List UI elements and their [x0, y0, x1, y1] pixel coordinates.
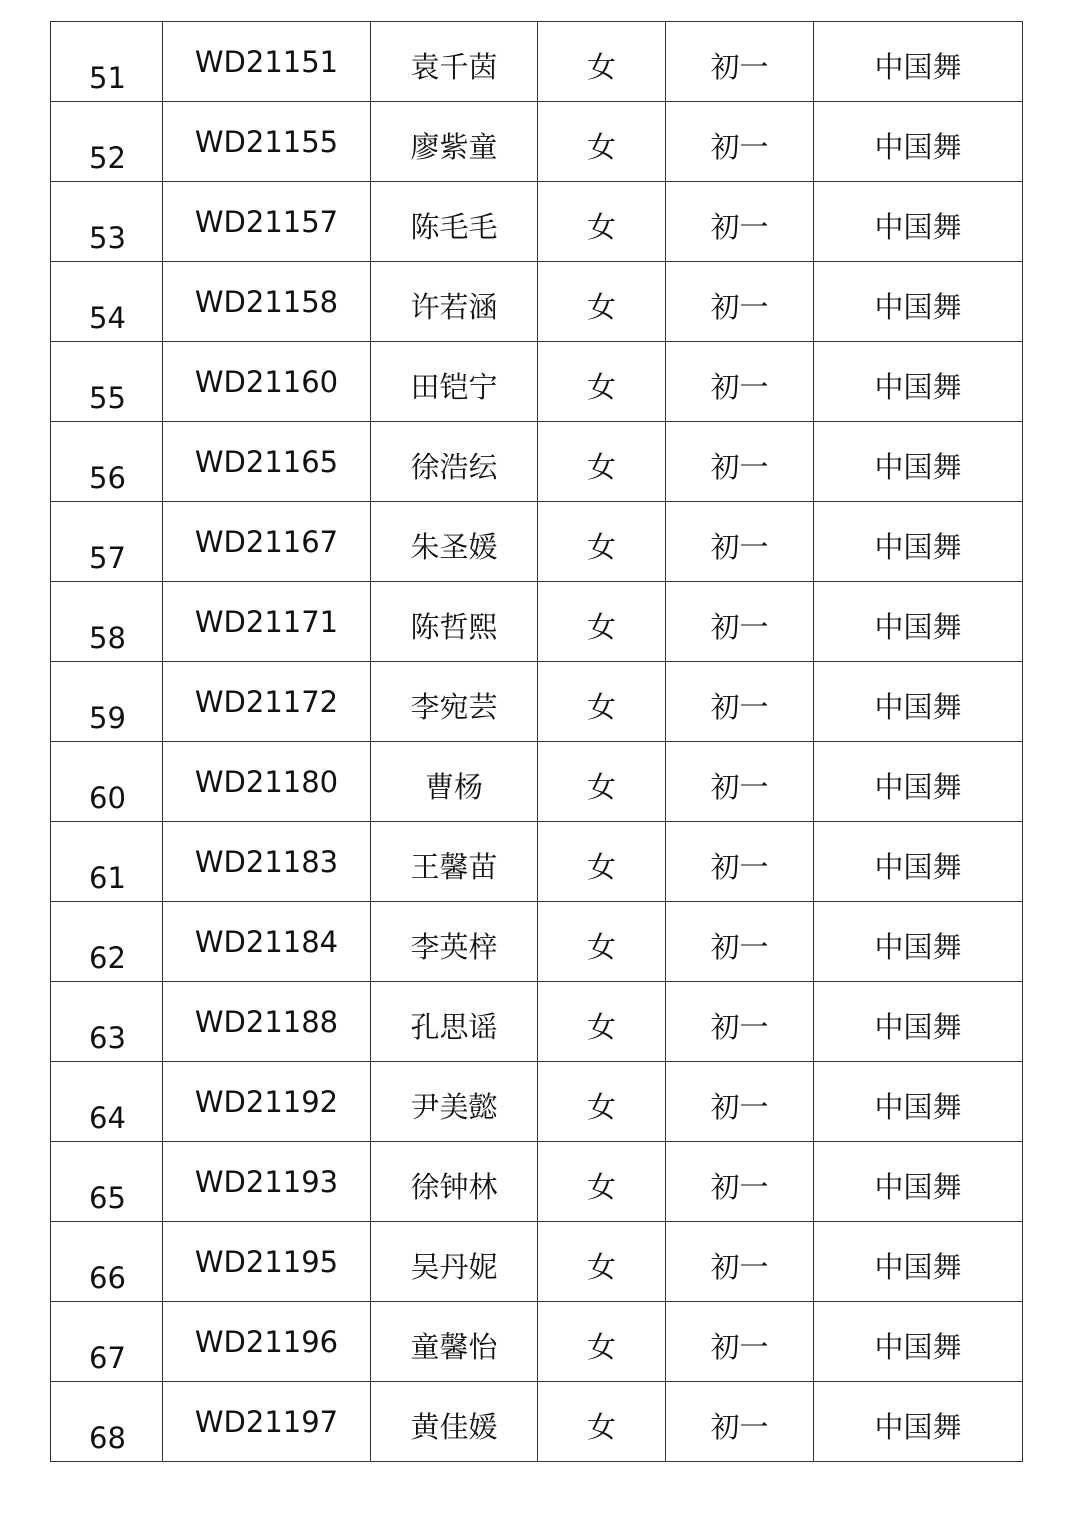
cell-number: 64 — [51, 1062, 163, 1142]
cell-grade: 初一 — [666, 22, 814, 102]
cell-student-name: 尹美懿 — [371, 1062, 538, 1142]
cell-gender: 女 — [538, 1142, 666, 1222]
cell-major: 中国舞 — [814, 262, 1023, 342]
cell-number: 68 — [51, 1382, 163, 1462]
cell-student-name: 吴丹妮 — [371, 1222, 538, 1302]
table-row — [51, 422, 1023, 502]
cell-number: 66 — [51, 1222, 163, 1302]
cell-student-name: 李宛芸 — [371, 662, 538, 742]
cell-student-id: WD21188 — [163, 982, 371, 1062]
cell-gender: 女 — [538, 1302, 666, 1382]
table-row — [51, 182, 1023, 262]
cell-student-name: 李英梓 — [371, 902, 538, 982]
cell-gender: 女 — [538, 662, 666, 742]
cell-grade: 初一 — [666, 982, 814, 1062]
table-row — [51, 1142, 1023, 1222]
table-row — [51, 1062, 1023, 1142]
cell-number: 63 — [51, 982, 163, 1062]
table-row — [51, 22, 1023, 102]
cell-grade: 初一 — [666, 582, 814, 662]
cell-grade: 初一 — [666, 1142, 814, 1222]
cell-major: 中国舞 — [814, 1142, 1023, 1222]
cell-student-name: 黄佳媛 — [371, 1382, 538, 1462]
table-row — [51, 822, 1023, 902]
cell-major: 中国舞 — [814, 902, 1023, 982]
cell-student-id: WD21183 — [163, 822, 371, 902]
cell-gender: 女 — [538, 822, 666, 902]
cell-number: 59 — [51, 662, 163, 742]
cell-grade: 初一 — [666, 742, 814, 822]
cell-student-id: WD21151 — [163, 22, 371, 102]
student-roster-table — [50, 21, 1023, 1462]
cell-student-id: WD21155 — [163, 102, 371, 182]
cell-student-name: 陈毛毛 — [371, 182, 538, 262]
cell-student-id: WD21197 — [163, 1382, 371, 1462]
cell-grade: 初一 — [666, 182, 814, 262]
cell-gender: 女 — [538, 262, 666, 342]
cell-gender: 女 — [538, 22, 666, 102]
cell-student-id: WD21165 — [163, 422, 371, 502]
cell-gender: 女 — [538, 182, 666, 262]
cell-major: 中国舞 — [814, 1302, 1023, 1382]
cell-student-id: WD21184 — [163, 902, 371, 982]
cell-gender: 女 — [538, 342, 666, 422]
cell-gender: 女 — [538, 102, 666, 182]
cell-grade: 初一 — [666, 342, 814, 422]
cell-grade: 初一 — [666, 262, 814, 342]
roster-body — [51, 22, 1023, 1462]
cell-gender: 女 — [538, 742, 666, 822]
cell-gender: 女 — [538, 1222, 666, 1302]
table-row — [51, 582, 1023, 662]
cell-grade: 初一 — [666, 1382, 814, 1462]
cell-gender: 女 — [538, 902, 666, 982]
table-row — [51, 1382, 1023, 1462]
cell-student-id: WD21192 — [163, 1062, 371, 1142]
table-row — [51, 262, 1023, 342]
cell-major: 中国舞 — [814, 822, 1023, 902]
table-row — [51, 982, 1023, 1062]
cell-major: 中国舞 — [814, 662, 1023, 742]
cell-student-id: WD21180 — [163, 742, 371, 822]
cell-number: 58 — [51, 582, 163, 662]
cell-major: 中国舞 — [814, 582, 1023, 662]
cell-student-name: 许若涵 — [371, 262, 538, 342]
cell-grade: 初一 — [666, 822, 814, 902]
cell-major: 中国舞 — [814, 742, 1023, 822]
cell-student-name: 童馨怡 — [371, 1302, 538, 1382]
cell-student-name: 徐浩纭 — [371, 422, 538, 502]
cell-major: 中国舞 — [814, 502, 1023, 582]
cell-grade: 初一 — [666, 1302, 814, 1382]
cell-number: 52 — [51, 102, 163, 182]
cell-student-name: 徐钟林 — [371, 1142, 538, 1222]
cell-gender: 女 — [538, 982, 666, 1062]
cell-grade: 初一 — [666, 902, 814, 982]
cell-number: 62 — [51, 902, 163, 982]
table-row — [51, 342, 1023, 422]
cell-student-name: 曹杨 — [371, 742, 538, 822]
cell-number: 56 — [51, 422, 163, 502]
cell-grade: 初一 — [666, 422, 814, 502]
cell-major: 中国舞 — [814, 22, 1023, 102]
cell-number: 67 — [51, 1302, 163, 1382]
table-row — [51, 502, 1023, 582]
cell-major: 中国舞 — [814, 1062, 1023, 1142]
cell-student-id: WD21195 — [163, 1222, 371, 1302]
cell-number: 61 — [51, 822, 163, 902]
cell-grade: 初一 — [666, 502, 814, 582]
cell-student-name: 袁千茵 — [371, 22, 538, 102]
table-row — [51, 742, 1023, 822]
cell-major: 中国舞 — [814, 102, 1023, 182]
cell-student-name: 王馨苗 — [371, 822, 538, 902]
cell-grade: 初一 — [666, 1062, 814, 1142]
cell-student-name: 田铠宁 — [371, 342, 538, 422]
cell-major: 中国舞 — [814, 182, 1023, 262]
cell-student-id: WD21196 — [163, 1302, 371, 1382]
cell-gender: 女 — [538, 1062, 666, 1142]
table-row — [51, 662, 1023, 742]
cell-major: 中国舞 — [814, 342, 1023, 422]
cell-student-id: WD21160 — [163, 342, 371, 422]
cell-student-id: WD21171 — [163, 582, 371, 662]
cell-number: 60 — [51, 742, 163, 822]
cell-student-id: WD21193 — [163, 1142, 371, 1222]
cell-number: 57 — [51, 502, 163, 582]
cell-major: 中国舞 — [814, 422, 1023, 502]
cell-student-name: 朱圣媛 — [371, 502, 538, 582]
cell-student-id: WD21167 — [163, 502, 371, 582]
table-row — [51, 102, 1023, 182]
cell-gender: 女 — [538, 582, 666, 662]
cell-student-id: WD21172 — [163, 662, 371, 742]
cell-grade: 初一 — [666, 1222, 814, 1302]
cell-gender: 女 — [538, 422, 666, 502]
cell-major: 中国舞 — [814, 1222, 1023, 1302]
table-row — [51, 902, 1023, 982]
cell-number: 53 — [51, 182, 163, 262]
cell-student-id: WD21158 — [163, 262, 371, 342]
cell-number: 65 — [51, 1142, 163, 1222]
cell-major: 中国舞 — [814, 1382, 1023, 1462]
cell-student-id: WD21157 — [163, 182, 371, 262]
cell-grade: 初一 — [666, 662, 814, 742]
cell-student-name: 陈哲熙 — [371, 582, 538, 662]
cell-major: 中国舞 — [814, 982, 1023, 1062]
cell-gender: 女 — [538, 502, 666, 582]
cell-student-name: 孔思谣 — [371, 982, 538, 1062]
table-row — [51, 1222, 1023, 1302]
cell-grade: 初一 — [666, 102, 814, 182]
cell-gender: 女 — [538, 1382, 666, 1462]
cell-number: 54 — [51, 262, 163, 342]
table-row — [51, 1302, 1023, 1382]
cell-number: 51 — [51, 22, 163, 102]
cell-number: 55 — [51, 342, 163, 422]
cell-student-name: 廖紫童 — [371, 102, 538, 182]
